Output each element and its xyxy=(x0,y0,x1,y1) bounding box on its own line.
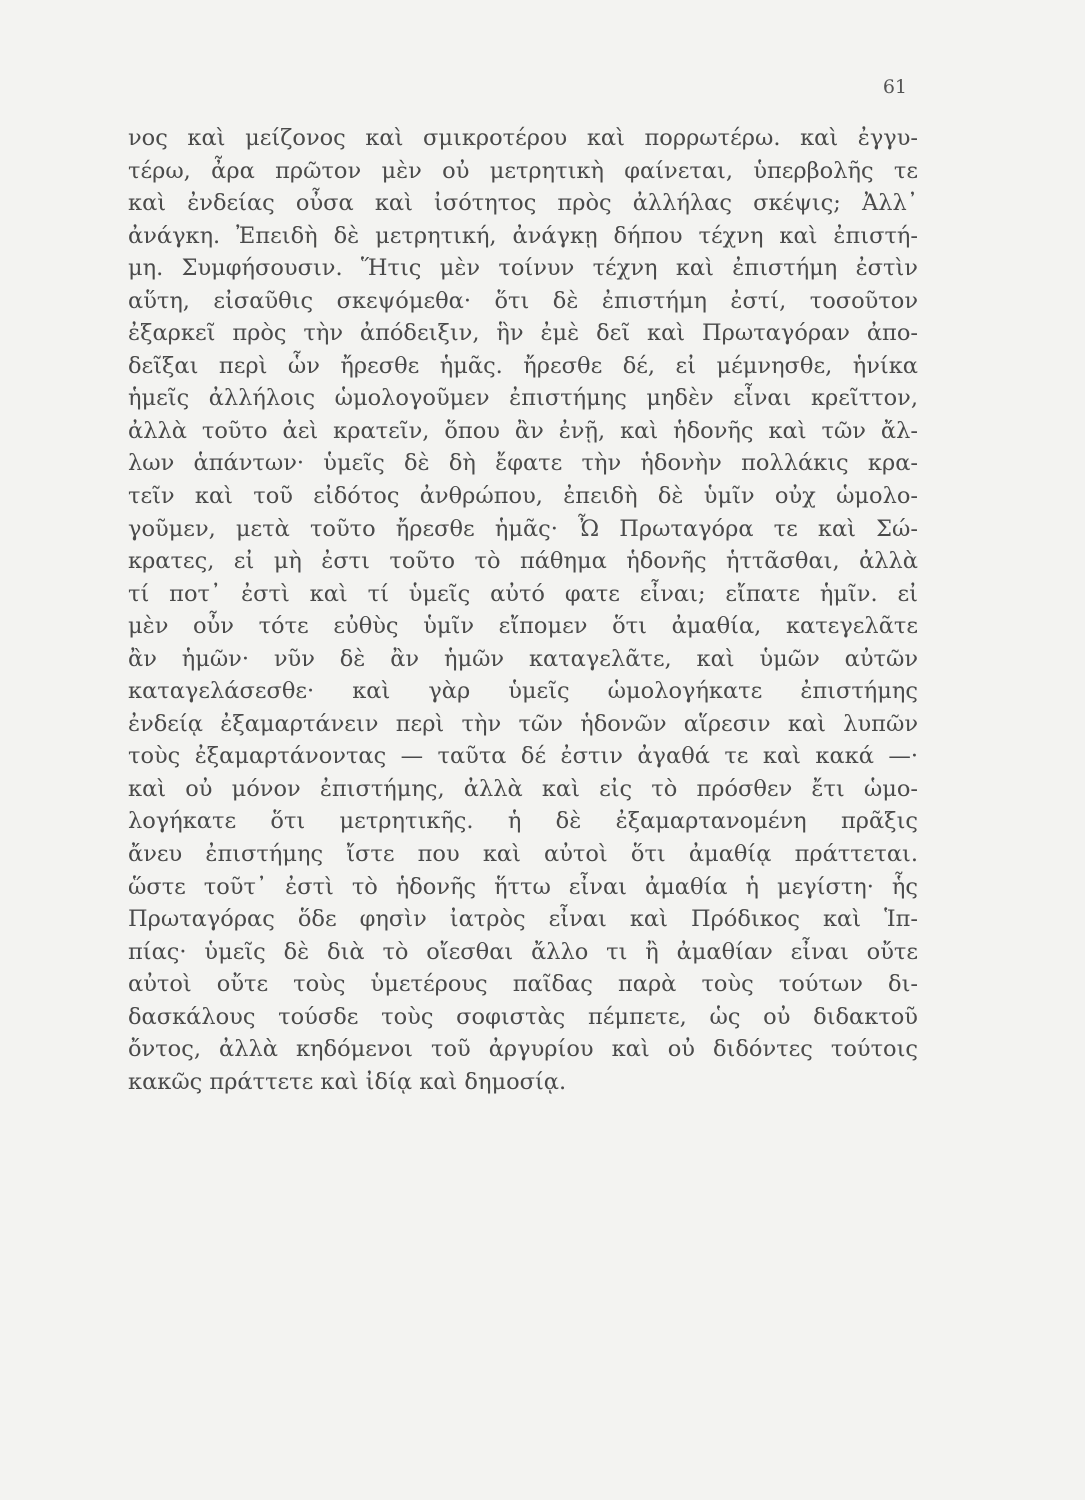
text-line: μη. Συμφήσουσιν. Ἥτις μὲν τοίνυν τέχνη καὶ ἐπιστήμη ἐστὶν xyxy=(128,255,918,282)
text-line: καὶ ἐνδείας οὖσα καὶ ἰσότητος πρὸς ἀλλήλας σκέψις; Ἀλλ᾽ xyxy=(128,190,918,217)
text-line: μὲν οὖν τότε εὐθὺς ὑμῖν εἴπομεν ὅτι ἀμαθία, κατεγελᾶτε xyxy=(128,613,918,640)
page-number: 61 xyxy=(882,76,907,98)
text-line: ὥστε τοῦτ᾽ ἐστὶ τὸ ἡδονῆς ἥττω εἶναι ἀμαθία ἡ μεγίστη· ἧς xyxy=(128,873,918,900)
text-line: ὄντος, ἀλλὰ κηδόμενοι τοῦ ἀργυρίου καὶ οὐ διδόντες τούτοις xyxy=(128,1036,918,1063)
text-line: ἡμεῖς ἀλλήλοις ὡμολογοῦμεν ἐπιστήμης μηδὲν εἶναι κρεῖττον, xyxy=(128,385,918,412)
text-line: τεῖν καὶ τοῦ εἰδότος ἀνθρώπου, ἐπειδὴ δὲ ὑμῖν οὐχ ὡμολο- xyxy=(128,483,918,510)
text-line: ἀνάγκη. Ἐπειδὴ δὲ μετρητική, ἀνάγκῃ δήπου τέχνη καὶ ἐπιστή- xyxy=(128,222,918,249)
text-line: λογήκατε ὅτι μετρητικῆς. ἡ δὲ ἐξαμαρτανομένη πρᾶξις xyxy=(128,808,918,835)
text-line: ἐξαρκεῖ πρὸς τὴν ἀπόδειξιν, ἣν ἐμὲ δεῖ καὶ Πρωταγόραν ἀπο- xyxy=(128,320,918,347)
text-line: κρατες, εἰ μὴ ἐστι τοῦτο τὸ πάθημα ἡδονῆς ἡττᾶσθαι, ἀλλὰ xyxy=(128,548,918,575)
text-line: δεῖξαι περὶ ὧν ἤρεσθε ἡμᾶς. ἤρεσθε δέ, εἰ μέμνησθε, ἡνίκα xyxy=(128,352,918,379)
text-line: τί ποτ᾽ ἐστὶ καὶ τί ὑμεῖς αὐτό φατε εἶναι; εἴπατε ἡμῖν. εἰ xyxy=(128,580,918,607)
text-line: καταγελάσεσθε· καὶ γὰρ ὑμεῖς ὡμολογήκατε ἐπιστήμης xyxy=(128,678,918,705)
text-line: νος καὶ μείζονος καὶ σμικροτέρου καὶ πορρωτέρω. καὶ ἐγγυ- xyxy=(128,125,918,151)
text-line: αὕτη, εἰσαῦθις σκεψόμεθα· ὅτι δὲ ἐπιστήμη ἐστί, τοσοῦτον xyxy=(128,287,918,314)
body-text xyxy=(128,122,918,1098)
text-line: πίας· ὑμεῖς δὲ διὰ τὸ οἴεσθαι ἄλλο τι ἢ ἀμαθίαν εἶναι οὔτε xyxy=(128,938,918,965)
text-line: αὐτοὶ οὔτε τοὺς ὑμετέρους παῖδας παρὰ τοὺς τούτων δι- xyxy=(128,971,918,998)
text-line: γοῦμεν, μετὰ τοῦτο ἤρεσθε ἡμᾶς· Ὦ Πρωταγόρα τε καὶ Σώ- xyxy=(128,515,918,542)
text-line: δασκάλους τούσδε τοὺς σοφιστὰς πέμπετε, ὡς οὐ διδακτοῦ xyxy=(128,1003,918,1030)
text-line: Πρωταγόρας ὅδε φησὶν ἰατρὸς εἶναι καὶ Πρόδικος καὶ Ἱπ- xyxy=(128,906,918,933)
text-line: καὶ οὐ μόνον ἐπιστήμης, ἀλλὰ καὶ εἰς τὸ πρόσθεν ἔτι ὡμο- xyxy=(128,775,918,802)
text-line: λων ἁπάντων· ὑμεῖς δὲ δὴ ἔφατε τὴν ἡδονὴν πολλάκις κρα- xyxy=(128,450,918,477)
text-line: τοὺς ἐξαμαρτάνοντας — ταῦτα δέ ἐστιν ἀγαθά τε καὶ κακά —· xyxy=(128,743,918,770)
text-line: κακῶς πράττετε καὶ ἰδίᾳ καὶ δημοσίᾳ. xyxy=(128,1068,567,1095)
text-line: ἀλλὰ τοῦτο ἀεὶ κρατεῖν, ὅπου ἂν ἐνῇ, καὶ ἡδονῆς καὶ τῶν ἄλ- xyxy=(128,417,918,444)
text-line: ἄνευ ἐπιστήμης ἴστε που καὶ αὐτοὶ ὅτι ἀμαθίᾳ πράττεται. xyxy=(128,841,918,868)
text-line: τέρω, ἆρα πρῶτον μὲν οὐ μετρητικὴ φαίνεται, ὑπερβολῆς τε xyxy=(128,157,918,184)
text-line: ἐνδείᾳ ἐξαμαρτάνειν περὶ τὴν τῶν ἡδονῶν αἵρεσιν καὶ λυπῶν xyxy=(128,710,918,737)
text-line: ἂν ἡμῶν· νῦν δὲ ἂν ἡμῶν καταγελᾶτε, καὶ ὑμῶν αὐτῶν xyxy=(128,645,918,672)
